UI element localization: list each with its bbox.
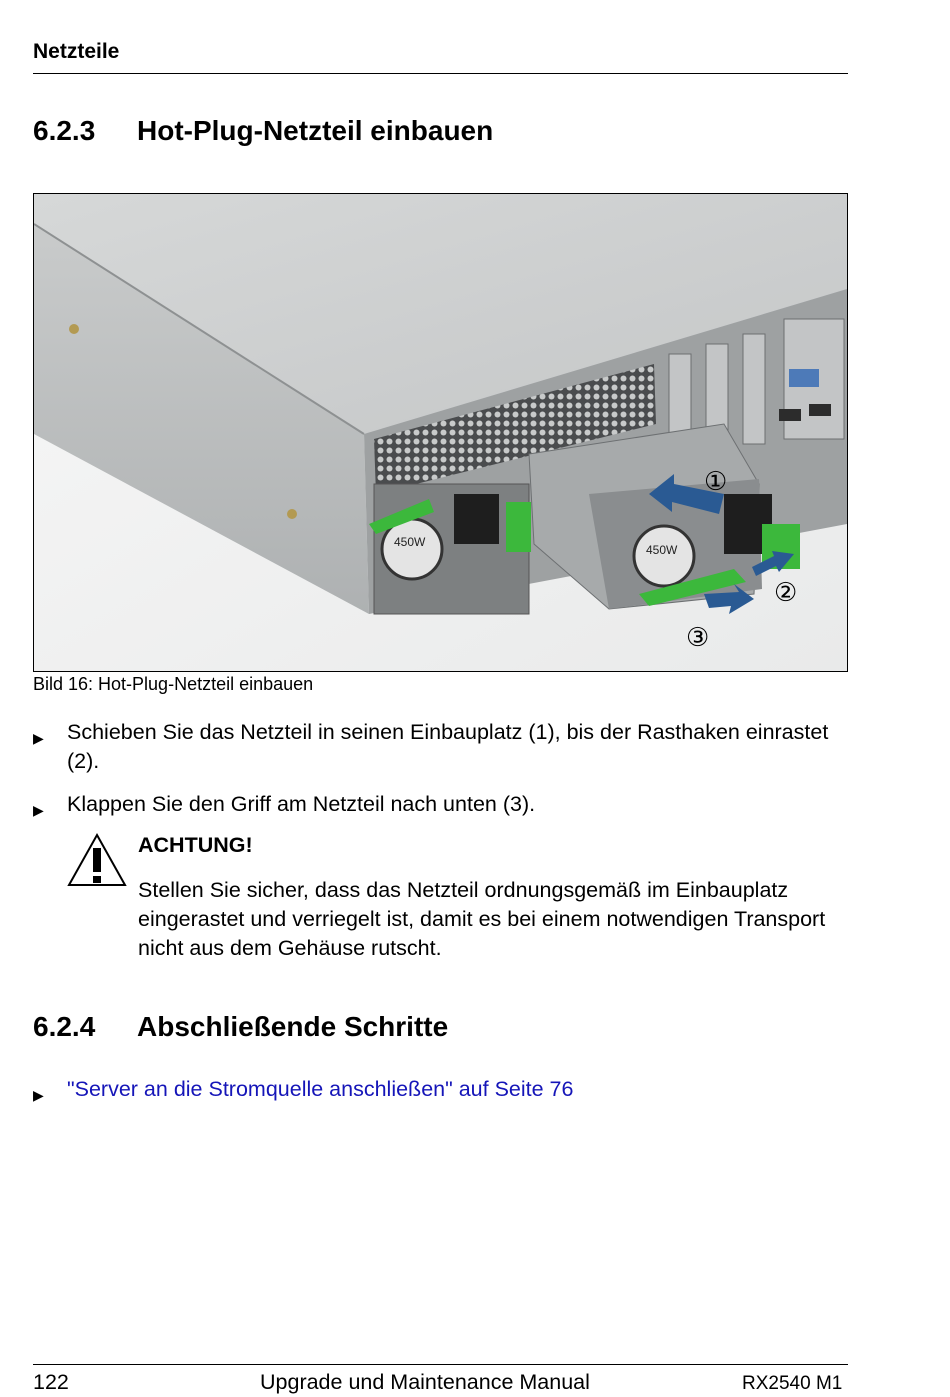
callout-3: ③ — [686, 623, 710, 653]
warning-title: ACHTUNG! — [138, 833, 253, 857]
figure-photo — [33, 193, 848, 672]
section-number: 6.2.3 — [33, 115, 96, 146]
warning-text: Stellen Sie sicher, dass das Netzteil ordnungsgemäß im Einbauplatz eingerastet und verriegelt ist, damit es bei einem notwendigen Transport nicht aus dem Gehäuse rutscht. — [138, 878, 826, 960]
cross-reference-link[interactable]: "Server an die Stromquelle anschließen" auf Seite 76 — [67, 1077, 574, 1101]
footer-rule — [33, 1364, 848, 1365]
step-text: Schieben Sie das Netzteil in seinen Einbauplatz (1), bis der Rasthaken einrastet (2). — [67, 720, 829, 773]
warning-triangle-icon — [66, 832, 128, 893]
section-title: Abschließende Schritte — [137, 1011, 449, 1042]
psu-label-right: 450W — [646, 543, 678, 557]
step-text: Klappen Sie den Griff am Netzteil nach unten (3). — [67, 792, 536, 816]
section-title: Hot-Plug-Netzteil einbauen — [137, 115, 494, 146]
section-number: 6.2.4 — [33, 1011, 96, 1042]
page-number: 122 — [33, 1370, 69, 1394]
callout-2: ② — [774, 578, 798, 608]
manual-title: Upgrade und Maintenance Manual — [260, 1370, 590, 1394]
running-header: Netzteile — [33, 40, 120, 63]
bullet-arrow-icon: ▶ — [33, 1087, 44, 1103]
bullet-arrow-icon: ▶ — [33, 802, 44, 818]
bullet-arrow-icon: ▶ — [33, 730, 44, 746]
model-name: RX2540 M1 — [742, 1373, 843, 1394]
header-rule — [33, 73, 848, 74]
callout-1: ① — [704, 467, 728, 497]
figure-caption: Bild 16: Hot-Plug-Netzteil einbauen — [33, 674, 314, 694]
psu-label-left: 450W — [394, 535, 426, 549]
server-psu-illustration — [34, 194, 847, 671]
